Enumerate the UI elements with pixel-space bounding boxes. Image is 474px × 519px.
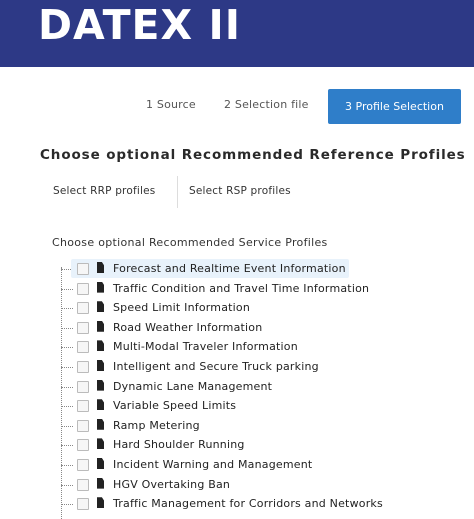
item-label[interactable]: Multi-Modal Traveler Information <box>113 340 298 354</box>
item-label[interactable]: Dynamic Lane Management <box>113 379 273 393</box>
item-checkbox[interactable] <box>77 302 89 314</box>
file-icon <box>97 399 104 410</box>
tree-branch-line <box>61 367 73 368</box>
tree-item[interactable] <box>58 494 458 513</box>
tree-item[interactable] <box>58 377 458 396</box>
item-label[interactable]: Road Weather Information <box>113 320 263 334</box>
tree-branch-line <box>61 308 73 309</box>
item-label[interactable]: Forecast and Realtime Event Information <box>113 262 346 275</box>
item-checkbox[interactable] <box>77 400 89 412</box>
tree-branch-line <box>61 465 73 466</box>
item-checkbox[interactable] <box>77 439 89 451</box>
page-title: Choose optional Recommended Reference Profiles <box>40 147 466 163</box>
tree-branch-line <box>61 445 73 446</box>
step-profile-selection[interactable]: 3 Profile Selection <box>328 89 461 124</box>
section-subtitle: Choose optional Recommended Service Profiles <box>52 236 328 249</box>
file-icon <box>97 380 104 391</box>
tree-branch-line <box>61 387 73 388</box>
file-icon <box>97 478 104 489</box>
item-label[interactable]: Hard Shoulder Running <box>113 438 245 452</box>
item-checkbox[interactable] <box>77 459 89 471</box>
app-header <box>0 0 474 67</box>
item-checkbox[interactable] <box>77 361 89 373</box>
tree-item[interactable] <box>58 337 458 356</box>
tree-branch-line <box>61 328 73 329</box>
file-icon <box>97 321 104 332</box>
file-icon <box>97 419 104 430</box>
item-label[interactable]: Variable Speed Limits <box>113 399 237 413</box>
file-icon <box>97 458 104 469</box>
tree-item[interactable] <box>58 318 458 337</box>
item-label[interactable]: Incident Warning and Management <box>113 458 313 471</box>
item-checkbox[interactable] <box>77 322 89 334</box>
item-checkbox[interactable] <box>77 263 89 275</box>
tree-item[interactable] <box>58 357 458 376</box>
tree-branch-line <box>61 504 73 505</box>
tree-item[interactable] <box>58 298 458 317</box>
file-icon <box>97 360 104 371</box>
tree-branch-line <box>61 406 73 407</box>
item-checkbox[interactable] <box>77 341 89 353</box>
item-checkbox[interactable] <box>77 498 89 510</box>
tree-branch-line <box>61 426 73 427</box>
item-label[interactable]: Speed Limit Information <box>113 301 251 315</box>
tab-select-rsp[interactable]: Select RSP profiles <box>189 185 291 197</box>
item-label[interactable]: Traffic Condition and Travel Time Information <box>113 281 370 295</box>
file-icon <box>97 438 104 449</box>
tree-branch-line <box>61 347 73 348</box>
tree-item[interactable] <box>58 435 458 454</box>
tree-item[interactable] <box>58 416 458 435</box>
item-label[interactable]: HGV Overtaking Ban <box>113 477 231 491</box>
item-checkbox[interactable] <box>77 420 89 432</box>
tree-item[interactable] <box>58 279 458 298</box>
tab-divider <box>177 176 178 208</box>
step-selection-file[interactable]: 2 Selection file <box>224 98 309 111</box>
tree-branch-line <box>61 289 73 290</box>
item-checkbox[interactable] <box>77 479 89 491</box>
file-icon <box>97 282 104 293</box>
file-icon <box>97 301 104 312</box>
item-label[interactable]: Traffic Management for Corridors and Networks <box>113 497 383 511</box>
tree-item[interactable] <box>58 475 458 494</box>
item-checkbox[interactable] <box>77 381 89 393</box>
file-icon <box>97 340 104 351</box>
tree-item[interactable] <box>58 259 458 278</box>
tree-branch-line <box>61 485 73 486</box>
tree-item[interactable] <box>58 455 458 474</box>
item-label[interactable]: Ramp Metering <box>113 418 200 432</box>
wizard-steps <box>0 89 474 125</box>
item-label[interactable]: Intelligent and Secure Truck parking <box>113 360 319 373</box>
step-source[interactable]: 1 Source <box>146 98 196 111</box>
tab-select-rrp[interactable]: Select RRP profiles <box>53 185 156 197</box>
tree-item[interactable] <box>58 396 458 415</box>
datex-logo: DATEX II <box>38 1 241 49</box>
item-checkbox[interactable] <box>77 283 89 295</box>
file-icon <box>97 497 104 508</box>
